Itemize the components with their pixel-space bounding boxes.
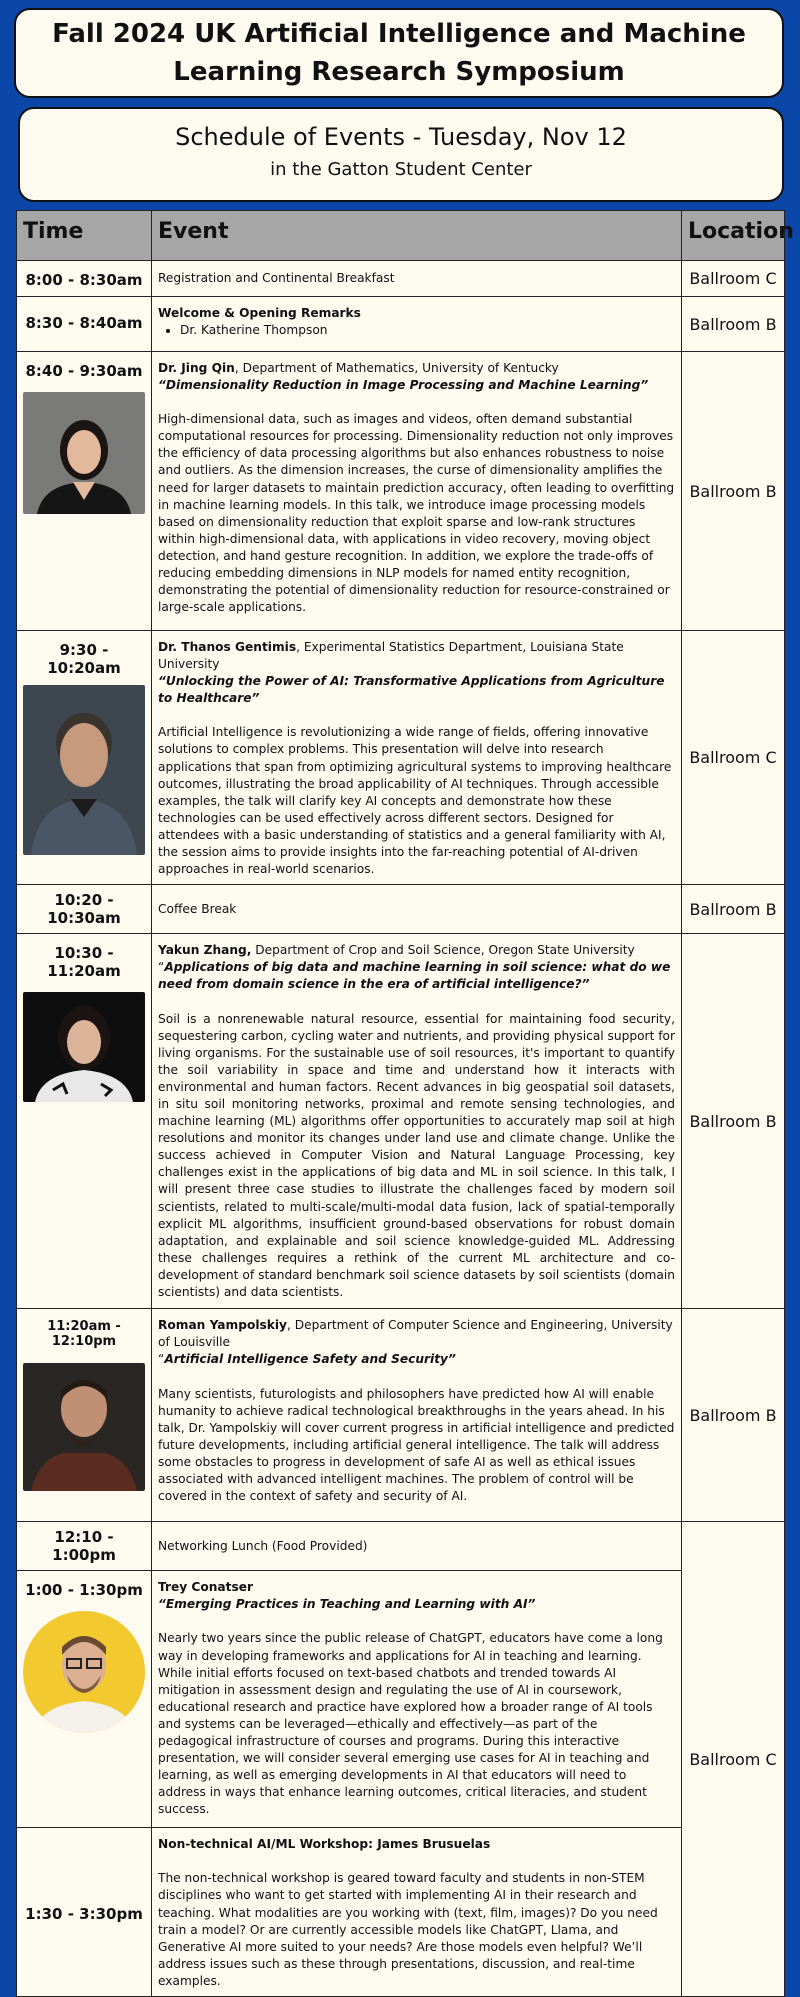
time-cell — [17, 1571, 152, 1828]
time-label: 11:20am - 12:10pm — [47, 1319, 121, 1350]
speaker-affiliation: Department of Crop and Soil Science, Oregon State University — [251, 943, 635, 958]
talk-title: “Dimensionality Reduction in Image Processing and Machine Learning” — [158, 378, 649, 393]
talk-abstract: Soil is a nonrenewable natural resource, essential for maintaining food security, sequestering carbon, cycling water and nutrients, and providing physical support for living organisms. For the sustainable use of soil resources, it's important to quantify the soil variability in space and time and understand how it interacts with environmental and human factors. Recent advances in big geospatial soil datasets, in situ soil monitoring networks, proximal and remote sensing technologies, and machine learning (ML) algorithms offer opportunities to accurately map soil at high resolutions and monitor its changes under land use and climate change. Unlike the success achieved in Computer Vision and Natural Language Processing, key challenges exist in the applications of big data and ML in soil science. In this talk, I will present three case studies to illustrate the challenges faced by modern soil scientists, related to multi-scale/multi-modal data fusion, lack of spatial-temporally explicit ML algorithms, insufficient ground-based observations for robust domain adaptation, and explainable and soil science knowledge-guided ML. Addressing these challenges requires a rethink of the current ML architecture and co-development of standard benchmark soil science datasets by soil scientists (domain scientists) and data scientists. — [158, 1011, 675, 1299]
event-cell — [152, 1571, 682, 1828]
table-row — [17, 1571, 785, 1828]
workshop-description: The non-technical workshop is geared toward faculty and students in non-STEM disciplines who want to get started with implementing AI in their research and teaching. What modalities are you working with (text, film, images)? Do you need train a model? Or are currently accessible models like ChatGPT, Llama, and Generative AI more suited to your needs? Are those models even helpful? We’ll address issues such as these through presentations, discussion, and real-time examples. — [158, 1871, 658, 1988]
event-cell: Registration and Continental Breakfast — [152, 261, 682, 297]
time-label: 1:00 - 1:30pm — [25, 1581, 143, 1600]
time-label: 10:30 - 11:20am — [47, 944, 121, 981]
talk-quote: “ — [158, 960, 165, 975]
speaker-affiliation: , Experimental Statistics Department, Louisiana State University — [158, 640, 624, 672]
schedule-title: Schedule of Events - Tuesday, Nov 12 — [175, 123, 627, 151]
event-cell — [152, 352, 682, 631]
location-cell: Ballroom B — [682, 352, 785, 631]
speaker-photo — [23, 392, 145, 514]
time-cell: 1:30 - 3:30pm — [17, 1828, 152, 1997]
talk-title: Applications of big data and machine learning in soil science: what do we need from domain science in the era of artificial intelligence?” — [158, 960, 671, 992]
speaker-name: Dr. Jing Qin — [158, 361, 235, 375]
talk-abstract: Artificial Intelligence is revolutionizing a wide range of fields, offering innovative solutions to complex problems. This presentation will delve into research applications that span from optimizing agricultural systems to improving healthcare outcomes, illustrating the broad applicability of AI techniques. Through accessible examples, the talk will clarify key AI concepts and demonstrate how these technologies can be used effectively across different sectors. Designed for attendees with a basic understanding of statistics and a general familiarity with AI, the session aims to provide insights into the far-reaching potential of AI-driven approaches in real-world scenarios. — [158, 725, 672, 877]
event-cell — [152, 1309, 682, 1522]
venue-line: in the Gatton Student Center — [270, 159, 532, 180]
event-title: Welcome & Opening Remarks — [158, 306, 361, 320]
speaker-name: Yakun Zhang, — [158, 943, 252, 958]
event-cell — [152, 934, 682, 1309]
event-cell — [152, 297, 682, 352]
table-row — [17, 352, 785, 631]
location-cell: Ballroom B — [682, 1309, 785, 1522]
speaker-portrait-icon — [23, 992, 145, 1102]
table-row — [17, 1522, 785, 1571]
time-cell: 12:10 - 1:00pm — [17, 1522, 152, 1571]
talk-abstract: Many scientists, futurologists and philosophers have predicted how AI will enable humanity to achieve radical technological breakthroughs in the years ahead. In his talk, Dr. Yampolskiy will cover current progress in artificial intelligence and predicted future developments, including artificial general intelligence. The talk will address some obstacles to progress in development of safe AI as well as ethical issues associated with advanced intelligent machines. The problem of control will be covered in the context of safety and security of AI. — [158, 1386, 675, 1504]
time-column-header: Time — [17, 211, 152, 261]
table-header-row — [17, 211, 785, 261]
schedule-table — [16, 210, 794, 1997]
time-label: 9:30 - 10:20am — [47, 641, 121, 677]
schedule-header — [18, 107, 784, 202]
time-cell: 10:20 - 10:30am — [17, 885, 152, 934]
table-row — [17, 934, 785, 1309]
event-cell: Networking Lunch (Food Provided) — [152, 1522, 682, 1571]
speaker-name: Roman Yampolskiy — [158, 1318, 287, 1333]
speaker-portrait-icon — [23, 685, 145, 855]
table-row — [17, 1309, 785, 1522]
time-cell — [17, 1309, 152, 1522]
time-cell: 8:00 - 8:30am — [17, 261, 152, 297]
time-label: 8:40 - 9:30am — [25, 362, 143, 380]
location-cell: Ballroom C — [682, 261, 785, 297]
speaker-name: Dr. Thanos Gentimis — [158, 640, 297, 654]
workshop-title: Non-technical AI/ML Workshop: James Brusuelas — [158, 1837, 491, 1852]
event-cell — [152, 631, 682, 885]
speaker-portrait-icon — [23, 392, 145, 514]
time-cell — [17, 934, 152, 1309]
table-row — [17, 885, 785, 934]
speaker-name: Trey Conatser — [158, 1580, 254, 1595]
table-row — [17, 297, 785, 352]
symposium-title: Fall 2024 UK Artificial Intelligence and Machine Learning Research Symposium — [14, 8, 784, 98]
speaker-photo — [23, 1363, 145, 1491]
location-cell: Ballroom B — [682, 297, 785, 352]
speaker-portrait-icon — [23, 1363, 145, 1491]
time-cell — [17, 631, 152, 885]
list-item: • Dr. Katherine Thompson — [180, 322, 675, 339]
event-cell — [152, 1828, 682, 1997]
time-cell: 8:30 - 8:40am — [17, 297, 152, 352]
location-cell: Ballroom C — [682, 1522, 785, 1997]
speaker-affiliation: , Department of Computer Science and Engineering, University of Louisville — [158, 1318, 673, 1350]
talk-abstract: High-dimensional data, such as images and videos, often demand substantial computational resources for processing. Dimensionality reduction not only improves the efficiency of data processing algorithms but also enhances robustness to noise and outliers. As the dimension increases, the curse of dimensionality amplifies the need for larger datasets to maintain prediction accuracy, often leading to overfitting in machine learning models. In this talk, we introduce image processing models based on dimensionality reduction that exploit sparse and low-rank structures within high-dimensional data, with applications in video recovery, moving object detection, and hand gesture recognition. In addition, we explore the trade-offs of reducing embedding dimensions in NLP models for named entity recognition, demonstrating the potential of dimensionality reduction for resource-constrained or large-scale applications. — [158, 412, 675, 615]
time-cell — [17, 352, 152, 631]
table-row — [17, 631, 785, 885]
location-cell: Ballroom C — [682, 631, 785, 885]
talk-quote: “ — [158, 1352, 165, 1367]
event-cell: Coffee Break — [152, 885, 682, 934]
speaker-affiliation: , Department of Mathematics, University of Kentucky — [234, 361, 559, 375]
location-column-header: Location — [682, 211, 785, 261]
speaker-photo — [23, 685, 145, 855]
speaker-photo — [23, 1611, 145, 1733]
talk-title: “Emerging Practices in Teaching and Learning with AI” — [158, 1597, 536, 1612]
talk-abstract: Nearly two years since the public release of ChatGPT, educators have come a long way in developing frameworks and applications for AI in teaching and learning. While initial efforts focused on text-based chatbots and trended towards AI mitigation in assessment design and regulating the use of AI in coursework, educational research and practice have explored how a broader range of AI tools and systems can be leveraged—ethically and effectively—as part of the pedagogical infrastructure of courses and programs. During this interactive presentation, we will consider several emerging use cases for AI in teaching and learning, as well as emerging developments in AI that educators will need to address in ways that enhance learning outcomes, critical literacies, and student success. — [158, 1631, 663, 1817]
speaker-list — [158, 322, 675, 339]
event-column-header: Event — [152, 211, 682, 261]
table-row — [17, 261, 785, 297]
table-row — [17, 1828, 785, 1997]
location-cell: Ballroom B — [682, 885, 785, 934]
talk-title: Artificial Intelligence Safety and Security” — [164, 1352, 456, 1367]
location-cell: Ballroom B — [682, 934, 785, 1309]
speaker-portrait-icon — [23, 1611, 145, 1733]
talk-title: “Unlocking the Power of AI: Transformative Applications from Agriculture to Healthcare” — [158, 674, 665, 706]
speaker-photo — [23, 992, 145, 1102]
